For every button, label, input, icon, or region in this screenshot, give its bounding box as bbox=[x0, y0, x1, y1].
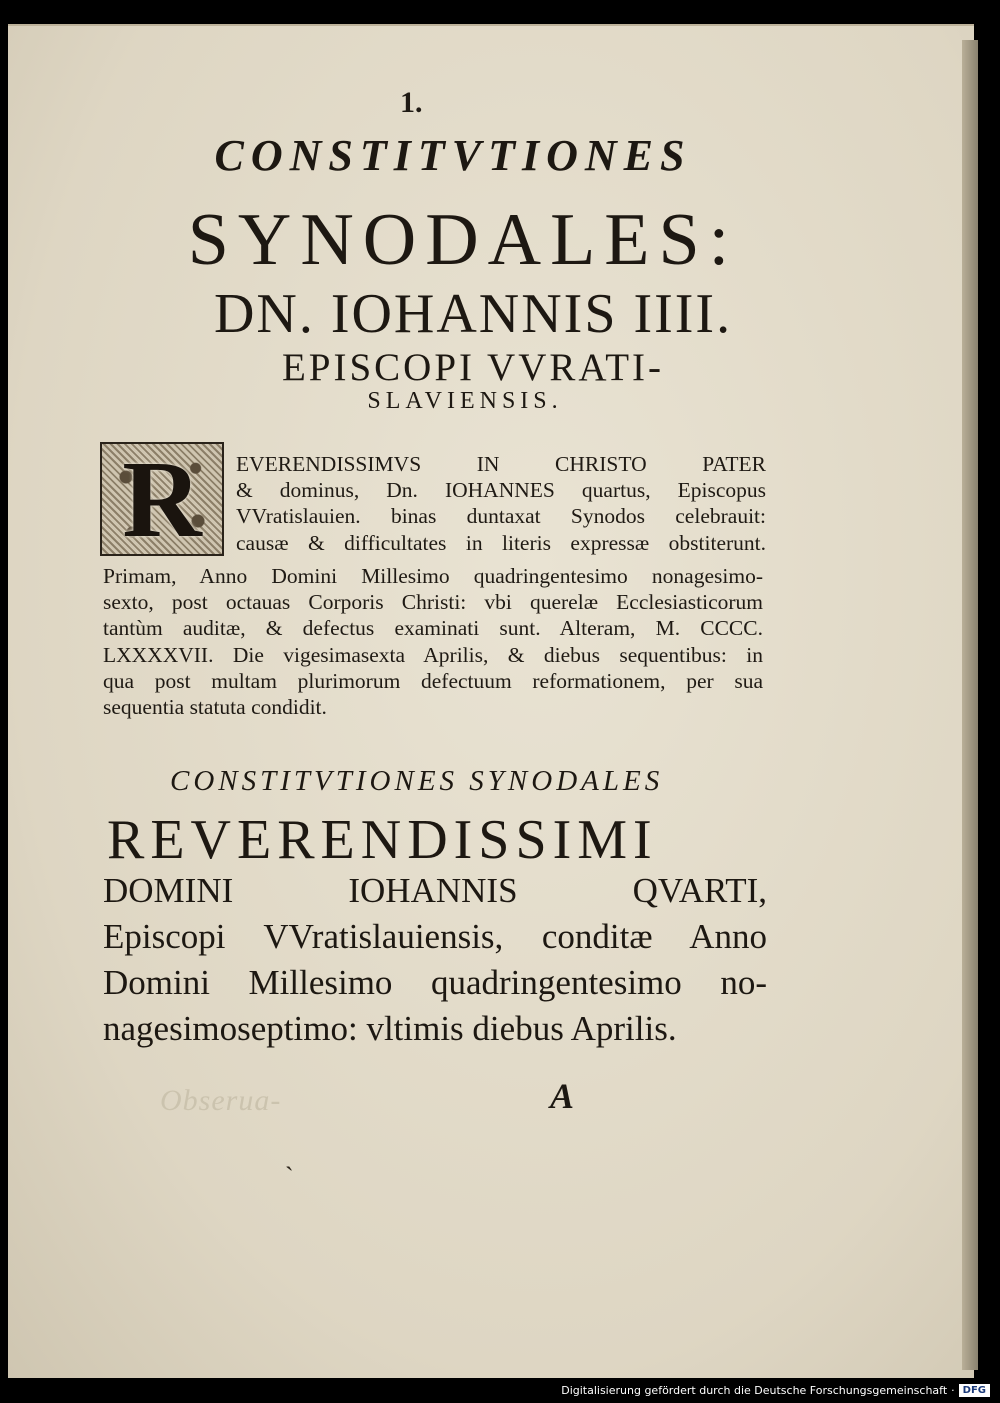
intro-paragraph-indented bbox=[236, 451, 766, 556]
signature-mark: A bbox=[550, 1076, 575, 1116]
text-line: Primam, Anno Domini Millesimo quadringentesimo nonagesimo- bbox=[103, 564, 763, 588]
title-line-5: SLAVIENSIS. bbox=[367, 388, 563, 414]
title-line-4: EPISCOPI VVRATI- bbox=[281, 346, 665, 389]
page-edge bbox=[962, 40, 978, 1370]
subtitle-line: DOMINI IOHANNIS QVARTI, bbox=[103, 871, 767, 910]
footer-credit bbox=[561, 1379, 990, 1401]
section-subtitle-body bbox=[103, 868, 767, 1052]
title-line-2: SYNODALES: bbox=[187, 199, 739, 281]
title-line-3: DN. IOHANNIS IIII. bbox=[213, 283, 733, 345]
footer-separator: · bbox=[951, 1383, 955, 1397]
decorated-initial bbox=[100, 438, 224, 560]
text-line: tantùm auditæ, & defectus examinati sunt. Alteram, M. CCCC. bbox=[103, 616, 763, 641]
text-line: sequentia statuta condidit. bbox=[103, 695, 327, 720]
text-line: sexto, post octauas Corporis Christi: vbi querelæ Ecclesiasticorum bbox=[103, 590, 763, 615]
section-subtitle-large: REVERENDISSIMI bbox=[107, 809, 658, 871]
subtitle-line: nagesimoseptimo: vltimis diebus Aprilis. bbox=[103, 1009, 677, 1048]
text-line: VVratislauien. binas duntaxat Synodos celebrauit: bbox=[236, 504, 766, 529]
folio-number: 1. bbox=[400, 86, 423, 119]
subtitle-line: Domini Millesimo quadringentesimo no- bbox=[103, 963, 767, 1002]
subtitle-line: Episcopi VVratislauiensis, conditæ Anno bbox=[103, 917, 767, 956]
dfg-logo: DFG bbox=[959, 1384, 990, 1397]
intro-paragraph-full bbox=[103, 563, 763, 720]
text-line: & dominus, Dn. IOHANNES quartus, Episcopus bbox=[236, 478, 766, 503]
ink-speck: ˏ bbox=[285, 1142, 294, 1171]
footer-credit-text: Digitalisierung gefördert durch die Deutsche Forschungsgemeinschaft bbox=[561, 1383, 948, 1397]
bleed-through-text: Obserua- bbox=[160, 1084, 282, 1117]
text-line: qua post multam plurimorum defectuum reformationem, per sua bbox=[103, 668, 763, 693]
text-line: EVERENDISSIMVS IN CHRISTO PATER bbox=[236, 452, 766, 476]
text-line: causæ & difficultates in literis expressæ obstiterunt. bbox=[236, 530, 766, 555]
text-line: LXXXXVII. Die vigesimasexta Aprilis, & diebus sequentibus: in bbox=[103, 642, 763, 667]
title-line-1: CONSTITVTIONES bbox=[214, 131, 692, 180]
initial-letter: R bbox=[122, 438, 202, 560]
section-subtitle-italic: CONSTITVTIONES SYNODALES bbox=[170, 765, 664, 797]
